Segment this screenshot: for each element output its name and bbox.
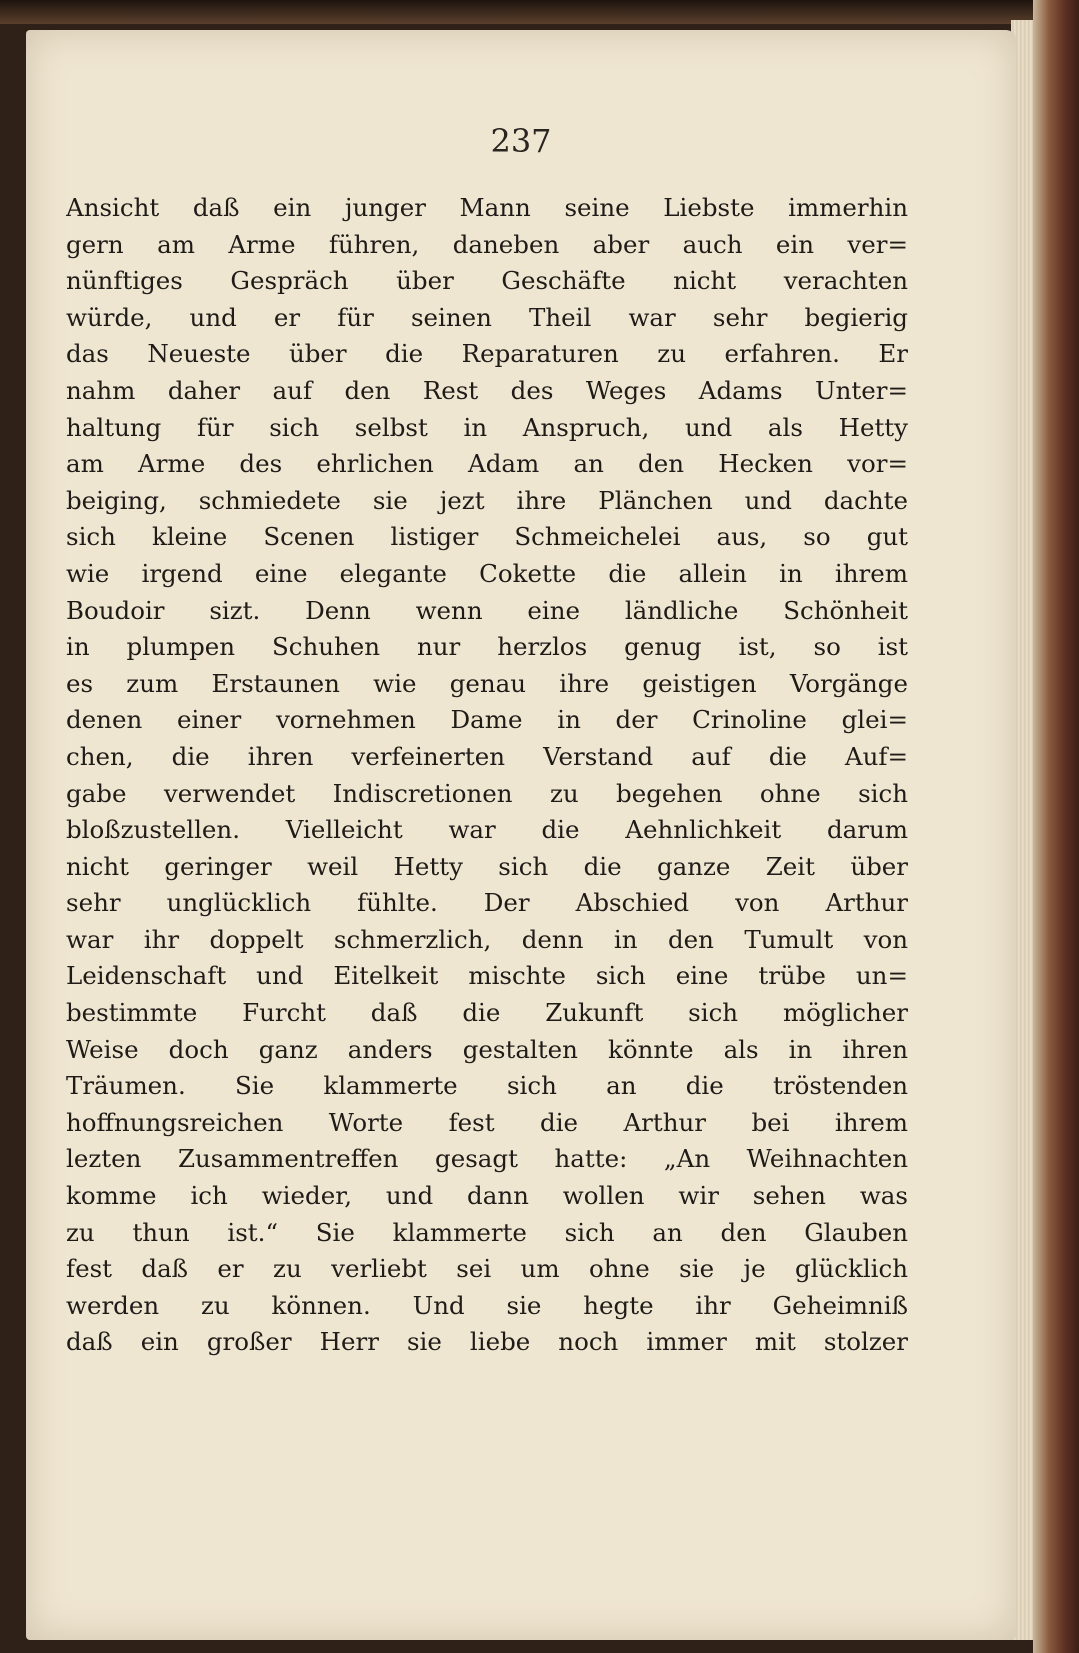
text-line: daß ein großer Herr sie liebe noch immer mit stolzer — [66, 1327, 908, 1357]
text-line: komme ich wieder, und dann wollen wir sehen was — [66, 1181, 908, 1211]
text-line: lezten Zusammentreffen gesagt hatte: „An Weihnachten — [66, 1144, 908, 1174]
text-line: fest daß er zu verliebt sei um ohne sie je glücklich — [66, 1254, 908, 1284]
text-line: hoffnungsreichen Worte fest die Arthur bei ihrem — [66, 1107, 908, 1137]
text-line: gabe verwendet Indiscretionen zu begehen ohne sich — [66, 778, 908, 808]
text-line: beiging, schmiedete sie jezt ihre Plänchen und dachte — [66, 485, 908, 515]
book-page — [26, 30, 1016, 1640]
text-line: gern am Arme führen, daneben aber auch ein ver= — [66, 229, 908, 259]
page-number: 237 — [490, 122, 552, 160]
body-text — [66, 190, 908, 1361]
text-line: am Arme des ehrlichen Adam an den Hecken vor= — [66, 449, 908, 479]
text-line: das Neueste über die Reparaturen zu erfahren. Er — [66, 339, 908, 369]
text-line: würde, und er für seinen Theil war sehr begierig — [66, 302, 908, 332]
text-line: bloßzustellen. Vielleicht war die Aehnlichkeit darum — [66, 815, 908, 845]
text-line: nahm daher auf den Rest des Weges Adams Unter= — [66, 375, 908, 405]
text-line: nünftiges Gespräch über Geschäfte nicht verachten — [66, 266, 908, 296]
text-line: chen, die ihren verfeinerten Verstand auf die Auf= — [66, 741, 908, 771]
text-line: wie irgend eine elegante Cokette die allein in ihrem — [66, 558, 908, 588]
text-line: sich kleine Scenen listiger Schmeichelei aus, so gut — [66, 522, 908, 552]
text-line: werden zu können. Und sie hegte ihr Geheimniß — [66, 1290, 908, 1320]
text-line: zu thun ist.“ Sie klammerte sich an den Glauben — [66, 1217, 908, 1247]
text-line: sehr unglücklich fühlte. Der Abschied von Arthur — [66, 888, 908, 918]
text-line: Träumen. Sie klammerte sich an die tröstenden — [66, 1071, 908, 1101]
text-line: nicht geringer weil Hetty sich die ganze Zeit über — [66, 851, 908, 881]
text-line: Ansicht daß ein junger Mann seine Liebste immerhin — [66, 193, 908, 222]
text-line: Leidenschaft und Eitelkeit mischte sich eine trübe un= — [66, 961, 908, 991]
text-line: bestimmte Furcht daß die Zukunft sich möglicher — [66, 998, 908, 1028]
text-line: haltung für sich selbst in Anspruch, und als Hetty — [66, 412, 908, 442]
text-line: Weise doch ganz anders gestalten könnte als in ihren — [66, 1034, 908, 1064]
text-line: war ihr doppelt schmerzlich, denn in den Tumult von — [66, 924, 908, 954]
text-line: denen einer vornehmen Dame in der Crinoline glei= — [66, 705, 908, 735]
text-line: Boudoir sizt. Denn wenn eine ländliche Schönheit — [66, 595, 908, 625]
text-line: es zum Erstaunen wie genau ihre geistigen Vorgänge — [66, 668, 908, 698]
text-line: in plumpen Schuhen nur herzlos genug ist, so ist — [66, 632, 908, 662]
book-cover-top-edge — [0, 0, 1079, 24]
book-cover-right-edge — [1033, 0, 1079, 1653]
